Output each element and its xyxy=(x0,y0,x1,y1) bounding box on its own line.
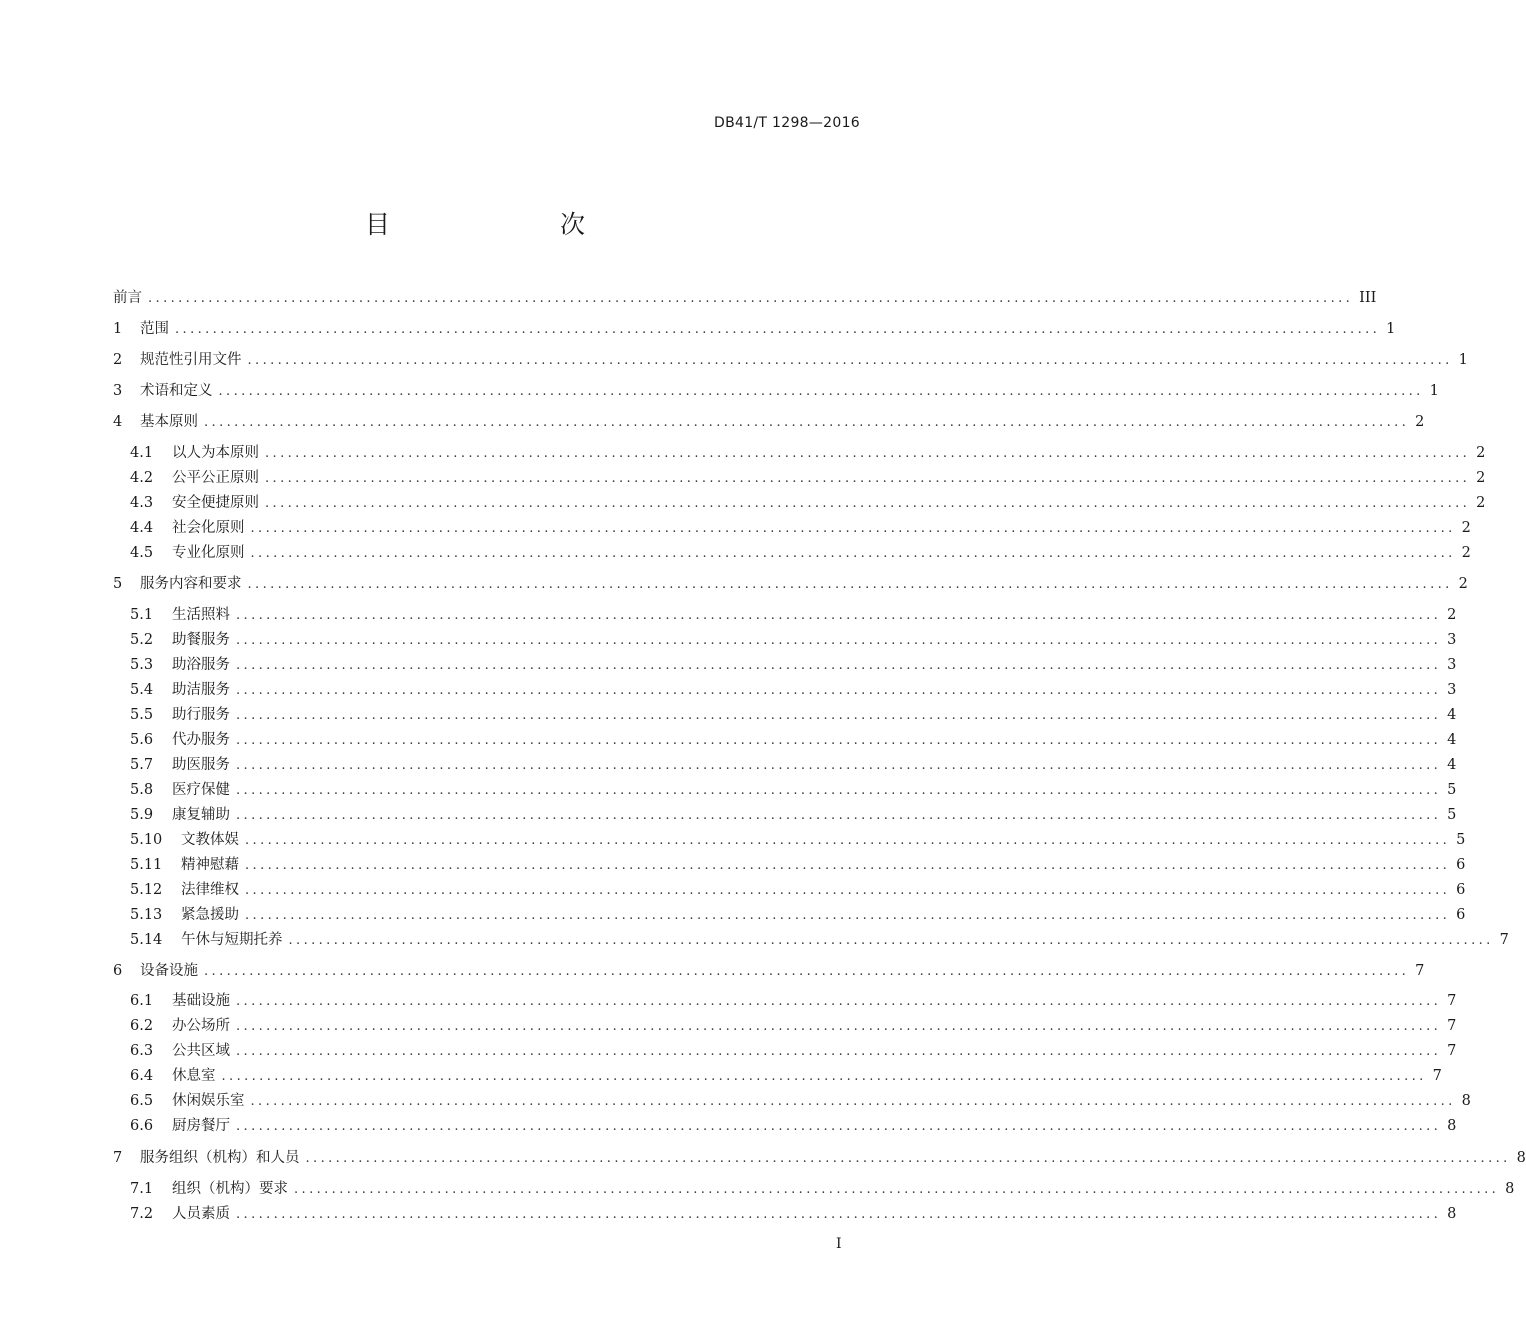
toc-subentry[interactable] xyxy=(130,517,1471,539)
toc-section-title: 专业化原则 xyxy=(172,545,245,561)
toc-section-number: 5.7 xyxy=(130,757,154,773)
toc-leader-dots: ................................................................................................................................................................ xyxy=(204,415,1410,430)
toc-subentry[interactable] xyxy=(130,467,1486,489)
toc-subentry[interactable] xyxy=(130,654,1457,676)
toc-section-title: 医疗保健 xyxy=(172,782,230,798)
toc-leader-dots: ................................................................................................................................................................ xyxy=(245,883,1451,898)
toc-page-number: 8 xyxy=(1516,1150,1526,1166)
toc-section-number: 7 xyxy=(113,1150,123,1166)
toc-leader-dots: ................................................................................................................................................................ xyxy=(236,1119,1442,1134)
toc-subentry[interactable] xyxy=(130,1178,1515,1200)
toc-subentry[interactable] xyxy=(130,754,1457,776)
toc-page-number: 6 xyxy=(1456,857,1466,873)
toc-page-number: 7 xyxy=(1499,932,1509,948)
toc-entry[interactable] xyxy=(113,411,1425,433)
toc-section-title: 助医服务 xyxy=(172,757,230,773)
toc-page-number: 5 xyxy=(1447,782,1457,798)
toc-leader-dots: ................................................................................................................................................................ xyxy=(247,353,1453,368)
toc-section-number: 5.4 xyxy=(130,682,154,698)
toc-subentry[interactable] xyxy=(130,704,1457,726)
toc-section-title: 以人为本原则 xyxy=(172,445,259,461)
toc-section-title: 厨房餐厅 xyxy=(172,1118,230,1134)
toc-subentry[interactable] xyxy=(130,1065,1442,1087)
toc-section-number: 4.3 xyxy=(130,495,154,511)
toc-section-title: 文教体娱 xyxy=(181,832,239,848)
toc-page-number: 3 xyxy=(1447,682,1457,698)
toc-page-number: 2 xyxy=(1476,445,1486,461)
toc-leader-dots: ................................................................................................................................................................ xyxy=(204,964,1410,979)
toc-section-number: 5.6 xyxy=(130,732,154,748)
toc-page-number: 7 xyxy=(1432,1068,1442,1084)
toc-section-title: 生活照料 xyxy=(172,607,230,623)
toc-page-number: 8 xyxy=(1505,1181,1515,1197)
toc-section-title: 安全便捷原则 xyxy=(172,495,259,511)
toc-section-title: 术语和定义 xyxy=(140,383,213,399)
toc-section-title: 社会化原则 xyxy=(172,520,245,536)
toc-entry[interactable] xyxy=(113,960,1425,982)
toc-leader-dots: ................................................................................................................................................................ xyxy=(265,471,1471,486)
toc-section-number: 7.1 xyxy=(130,1181,154,1197)
toc-leader-dots: ................................................................................................................................................................ xyxy=(294,1182,1500,1197)
toc-subentry[interactable] xyxy=(130,629,1457,651)
toc-entry[interactable] xyxy=(113,287,1377,309)
toc-subentry[interactable] xyxy=(130,442,1486,464)
toc-page-number: 2 xyxy=(1476,470,1486,486)
toc-section-number: 5.3 xyxy=(130,657,154,673)
toc-section-title: 组织（机构）要求 xyxy=(172,1181,288,1197)
toc-section-title: 康复辅助 xyxy=(172,807,230,823)
toc-section-number: 5.2 xyxy=(130,632,154,648)
toc-section-title: 助浴服务 xyxy=(172,657,230,673)
toc-leader-dots: ................................................................................................................................................................ xyxy=(250,546,1456,561)
toc-section-title: 服务内容和要求 xyxy=(140,576,242,592)
toc-section-number: 6.5 xyxy=(130,1093,154,1109)
toc-leader-dots: ................................................................................................................................................................ xyxy=(221,1069,1427,1084)
toc-leader-dots: ................................................................................................................................................................ xyxy=(245,858,1451,873)
toc-section-title: 范围 xyxy=(140,321,169,337)
toc-leader-dots: ................................................................................................................................................................ xyxy=(265,496,1471,511)
toc-section-number: 4.4 xyxy=(130,520,154,536)
toc-section-title: 基础设施 xyxy=(172,993,230,1009)
toc-subentry[interactable] xyxy=(130,679,1457,701)
toc-entry[interactable] xyxy=(113,1147,1526,1169)
toc-subentry[interactable] xyxy=(130,729,1457,751)
toc-section-title: 助餐服务 xyxy=(172,632,230,648)
toc-section-title: 休闲娱乐室 xyxy=(172,1093,245,1109)
toc-section-number: 4.1 xyxy=(130,445,154,461)
toc-page-number: 4 xyxy=(1447,732,1457,748)
toc-subentry[interactable] xyxy=(130,1203,1457,1225)
toc-leader-dots: ................................................................................................................................................................ xyxy=(245,833,1451,848)
toc-section-number: 5.1 xyxy=(130,607,154,623)
toc-section-number: 6.1 xyxy=(130,993,154,1009)
toc-leader-dots: ................................................................................................................................................................ xyxy=(236,808,1442,823)
toc-leader-dots: ................................................................................................................................................................ xyxy=(245,908,1451,923)
toc-subentry[interactable] xyxy=(130,542,1471,564)
toc-leader-dots: ................................................................................................................................................................ xyxy=(236,608,1442,623)
toc-section-number: 6.4 xyxy=(130,1068,154,1084)
toc-subentry[interactable] xyxy=(130,1015,1457,1037)
toc-leader-dots: ................................................................................................................................................................ xyxy=(236,733,1442,748)
toc-section-title: 服务组织（机构）和人员 xyxy=(140,1150,300,1166)
toc-page-number: 7 xyxy=(1447,993,1457,1009)
toc-subentry[interactable] xyxy=(130,492,1486,514)
toc-page-number: 1 xyxy=(1386,321,1396,337)
toc-section-number: 2 xyxy=(113,352,123,368)
toc-section-title: 精神慰藉 xyxy=(181,857,239,873)
toc-section-number: 5.9 xyxy=(130,807,154,823)
toc-page-number: 8 xyxy=(1447,1206,1457,1222)
toc-page-number: 5 xyxy=(1447,807,1457,823)
toc-entry[interactable] xyxy=(113,349,1468,371)
toc-subentry[interactable] xyxy=(130,854,1466,876)
toc-section-number: 5 xyxy=(113,576,123,592)
toc-leader-dots: ................................................................................................................................................................ xyxy=(148,291,1354,306)
toc-section-number: 5.10 xyxy=(130,832,163,848)
toc-section-number: 5.5 xyxy=(130,707,154,723)
toc-section-title: 基本原则 xyxy=(140,414,198,430)
toc-page-number: III xyxy=(1359,290,1377,306)
toc-page-number: 8 xyxy=(1447,1118,1457,1134)
toc-section-title: 助洁服务 xyxy=(172,682,230,698)
toc-section-number: 6.3 xyxy=(130,1043,154,1059)
toc-leader-dots: ................................................................................................................................................................ xyxy=(236,1207,1442,1222)
toc-section-title: 办公场所 xyxy=(172,1018,230,1034)
toc-leader-dots: ................................................................................................................................................................ xyxy=(265,446,1471,461)
toc-section-title: 公共区域 xyxy=(172,1043,230,1059)
toc-page-number: 2 xyxy=(1476,495,1486,511)
toc-leader-dots: ................................................................................................................................................................ xyxy=(175,322,1381,337)
toc-section-title: 规范性引用文件 xyxy=(140,352,242,368)
toc-subentry[interactable] xyxy=(130,929,1509,951)
toc-section-number: 6.6 xyxy=(130,1118,154,1134)
toc-page-number: 4 xyxy=(1447,707,1457,723)
toc-page-number: 3 xyxy=(1447,657,1457,673)
toc-section-number: 4 xyxy=(113,414,123,430)
toc-leader-dots: ................................................................................................................................................................ xyxy=(305,1151,1511,1166)
toc-section-title: 设备设施 xyxy=(140,963,198,979)
toc-subentry[interactable] xyxy=(130,990,1457,1012)
toc-leader-dots: ................................................................................................................................................................ xyxy=(218,384,1424,399)
toc-page-number: 7 xyxy=(1447,1018,1457,1034)
toc-section-title: 前言 xyxy=(113,290,142,306)
page-title: 目 次 xyxy=(364,210,625,239)
toc-section-title: 代办服务 xyxy=(172,732,230,748)
toc-page-number: 4 xyxy=(1447,757,1457,773)
toc-subentry[interactable] xyxy=(130,1040,1457,1062)
toc-section-title: 人员素质 xyxy=(172,1206,230,1222)
toc-page-number: 2 xyxy=(1461,520,1471,536)
page-number: I xyxy=(836,1236,842,1252)
toc-section-title: 助行服务 xyxy=(172,707,230,723)
toc-page-number: 8 xyxy=(1461,1093,1471,1109)
toc-page-number: 6 xyxy=(1456,882,1466,898)
toc-section-title: 午休与短期托养 xyxy=(181,932,283,948)
toc-section-number: 4.2 xyxy=(130,470,154,486)
toc-leader-dots: ................................................................................................................................................................ xyxy=(236,783,1442,798)
toc-subentry[interactable] xyxy=(130,1115,1457,1137)
toc-page-number: 5 xyxy=(1456,832,1466,848)
toc-leader-dots: ................................................................................................................................................................ xyxy=(236,683,1442,698)
toc-page-number: 2 xyxy=(1461,545,1471,561)
toc-section-title: 休息室 xyxy=(172,1068,216,1084)
toc-section-number: 5.13 xyxy=(130,907,163,923)
toc-entry[interactable] xyxy=(113,573,1468,595)
toc-section-number: 7.2 xyxy=(130,1206,154,1222)
toc-subentry[interactable] xyxy=(130,1090,1471,1112)
toc-entry[interactable] xyxy=(113,318,1396,340)
toc-leader-dots: ................................................................................................................................................................ xyxy=(236,994,1442,1009)
toc-section-number: 4.5 xyxy=(130,545,154,561)
toc-subentry[interactable] xyxy=(130,829,1466,851)
toc-section-number: 5.11 xyxy=(130,857,163,873)
toc-leader-dots: ................................................................................................................................................................ xyxy=(250,1094,1456,1109)
toc-leader-dots: ................................................................................................................................................................ xyxy=(236,658,1442,673)
toc-section-number: 5.12 xyxy=(130,882,163,898)
toc-leader-dots: ................................................................................................................................................................ xyxy=(236,708,1442,723)
toc-section-title: 公平公正原则 xyxy=(172,470,259,486)
toc-page-number: 2 xyxy=(1415,414,1425,430)
toc-subentry[interactable] xyxy=(130,879,1466,901)
toc-page-number: 7 xyxy=(1447,1043,1457,1059)
toc-leader-dots: ................................................................................................................................................................ xyxy=(236,633,1442,648)
toc-section-title: 紧急援助 xyxy=(181,907,239,923)
toc-page-number: 2 xyxy=(1447,607,1457,623)
toc-section-number: 1 xyxy=(113,321,123,337)
toc-subentry[interactable] xyxy=(130,904,1466,926)
toc-page-number: 1 xyxy=(1458,352,1468,368)
toc-section-number: 6 xyxy=(113,963,123,979)
toc-leader-dots: ................................................................................................................................................................ xyxy=(236,1019,1442,1034)
toc-section-title: 法律维权 xyxy=(181,882,239,898)
toc-section-number: 3 xyxy=(113,383,123,399)
toc-entry[interactable] xyxy=(113,380,1439,402)
toc-section-number: 6.2 xyxy=(130,1018,154,1034)
toc-section-number: 5.8 xyxy=(130,782,154,798)
toc-page-number: 1 xyxy=(1429,383,1439,399)
toc-subentry[interactable] xyxy=(130,604,1457,626)
toc-page-number: 2 xyxy=(1458,576,1468,592)
toc-leader-dots: ................................................................................................................................................................ xyxy=(236,758,1442,773)
toc-subentry[interactable] xyxy=(130,779,1457,801)
toc-section-number: 5.14 xyxy=(130,932,163,948)
toc-page-number: 6 xyxy=(1456,907,1466,923)
toc-page-number: 3 xyxy=(1447,632,1457,648)
toc-leader-dots: ................................................................................................................................................................ xyxy=(250,521,1456,536)
toc-leader-dots: ................................................................................................................................................................ xyxy=(247,577,1453,592)
toc-leader-dots: ................................................................................................................................................................ xyxy=(236,1044,1442,1059)
toc-subentry[interactable] xyxy=(130,804,1457,826)
toc-leader-dots: ................................................................................................................................................................ xyxy=(288,933,1494,948)
document-code: DB41/T 1298—2016 xyxy=(714,115,860,131)
toc-page-number: 7 xyxy=(1415,963,1425,979)
